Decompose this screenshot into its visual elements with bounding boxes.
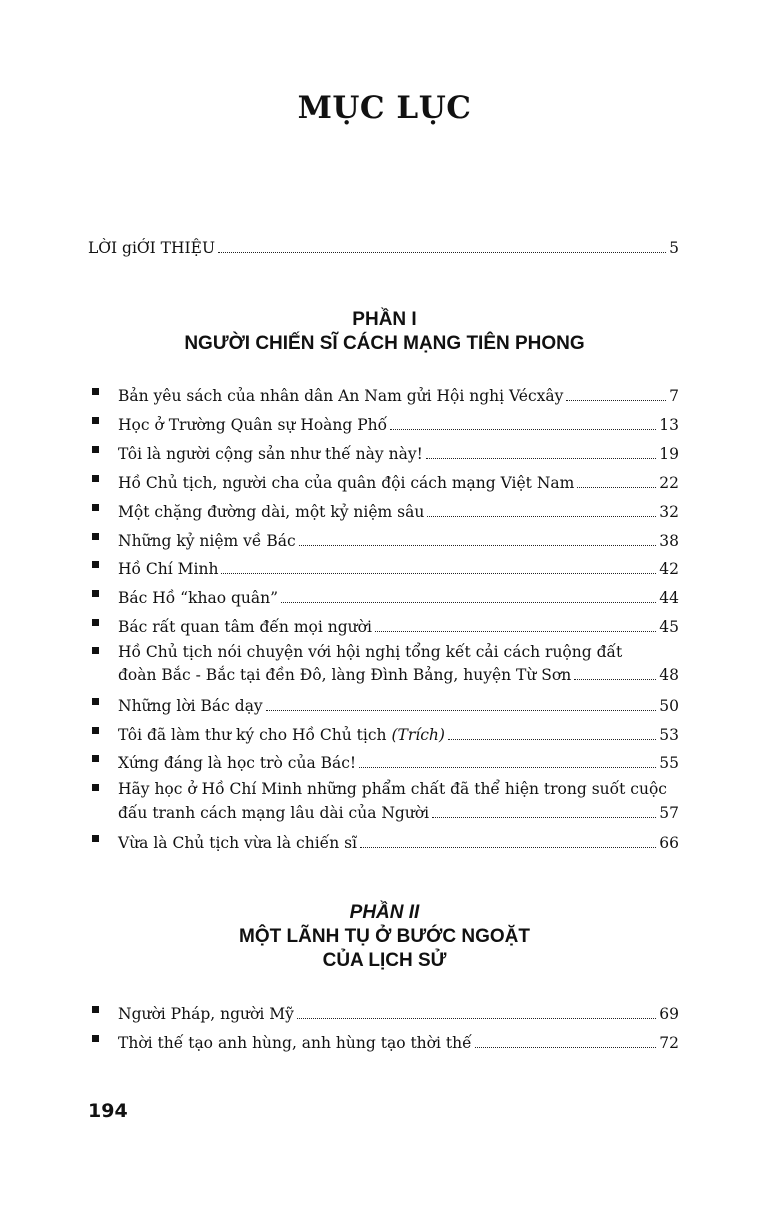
toc-entry[interactable]: Bác rất quan tâm đến mọi người 45	[118, 618, 679, 636]
dot-leader	[297, 1018, 656, 1019]
toc-entry[interactable]: đấu tranh cách mạng lâu dài của Người 57	[118, 804, 679, 822]
bullet-icon	[92, 388, 99, 395]
bullet-icon	[92, 475, 99, 482]
toc-entry[interactable]: đoàn Bắc - Bắc tại đền Đô, làng Đình Bảng, huyện Từ Sơn 48	[118, 666, 679, 684]
toc-entry[interactable]: Tôi là người cộng sản như thế này này! 19	[118, 445, 679, 463]
bullet-icon	[92, 590, 99, 597]
dot-leader	[390, 429, 656, 430]
bullet-icon	[92, 1006, 99, 1013]
dot-leader	[574, 679, 656, 680]
toc-entry[interactable]: Vừa là Chủ tịch vừa là chiến sĩ 66	[118, 834, 679, 852]
bullet-icon	[92, 1035, 99, 1042]
part-2-title-line1: MỘT LÃNH TỤ Ở BƯỚC NGOẶT	[239, 926, 530, 947]
dot-leader	[218, 252, 666, 253]
bullet-icon	[92, 698, 99, 705]
toc-entry[interactable]: Bác Hồ “khao quân” 44	[118, 589, 679, 607]
bullet-icon	[92, 784, 99, 791]
bullet-icon	[92, 446, 99, 453]
dot-leader	[360, 847, 656, 848]
dot-leader	[221, 573, 656, 574]
bullet-icon	[92, 755, 99, 762]
dot-leader	[281, 602, 656, 603]
dot-leader	[426, 458, 656, 459]
bullet-icon	[92, 504, 99, 511]
bullet-icon	[92, 727, 99, 734]
dot-leader	[566, 400, 666, 401]
toc-entry[interactable]: Những kỷ niệm về Bác 38	[118, 532, 679, 550]
toc-entry[interactable]: Những lời Bác dạy 50	[118, 697, 679, 715]
part-2-label: PHẦN II	[349, 902, 420, 923]
toc-entry[interactable]: Hồ Chí Minh 42	[118, 560, 679, 578]
toc-entry[interactable]: Một chặng đường dài, một kỷ niệm sâu 32	[118, 503, 679, 521]
toc-entry[interactable]: Hồ Chủ tịch, người cha của quân đội cách mạng Việt Nam 22	[118, 474, 679, 492]
part-1-label: PHẦN I	[352, 309, 417, 330]
toc-entry[interactable]: Tôi đã làm thư ký cho Hồ Chủ tịch (Trích) 53	[118, 726, 679, 744]
dot-leader	[432, 817, 656, 818]
dot-leader	[359, 767, 656, 768]
toc-entry[interactable]: Người Pháp, người Mỹ 69	[118, 1005, 679, 1023]
dot-leader	[577, 487, 656, 488]
dot-leader	[427, 516, 656, 517]
bullet-icon	[92, 619, 99, 626]
dot-leader	[375, 631, 656, 632]
toc-entry-line1[interactable]: Hồ Chủ tịch nói chuyện với hội nghị tổng kết cải cách ruộng đất	[118, 643, 623, 661]
page-number: 194	[88, 1100, 128, 1122]
toc-entry[interactable]: Xứng đáng là học trò của Bác! 55	[118, 754, 679, 772]
dot-leader	[266, 710, 657, 711]
bullet-icon	[92, 417, 99, 424]
toc-entry-page: 5	[669, 239, 679, 257]
dot-leader	[475, 1047, 657, 1048]
bullet-icon	[92, 533, 99, 540]
dot-leader	[299, 545, 657, 546]
toc-entry[interactable]: Học ở Trường Quân sự Hoàng Phố 13	[118, 416, 679, 434]
toc-entry[interactable]: Bản yêu sách của nhân dân An Nam gửi Hội nghị Vécxây 7	[118, 387, 679, 405]
dot-leader	[448, 739, 656, 740]
toc-entry-line1[interactable]: Hãy học ở Hồ Chí Minh những phẩm chất đã thể hiện trong suốt cuộc	[118, 780, 667, 798]
toc-entry[interactable]: Thời thế tạo anh hùng, anh hùng tạo thời thế 72	[118, 1034, 679, 1052]
part-2-title-line2: CỦA LỊCH SỬ	[322, 950, 447, 971]
bullet-icon	[92, 647, 99, 654]
page-title: MỤC LỤC	[297, 90, 472, 126]
bullet-icon	[92, 835, 99, 842]
toc-entry-title: LỜI giỚI THIỆU	[88, 239, 216, 257]
toc-entry-intro[interactable]	[88, 232, 679, 258]
bullet-icon	[92, 561, 99, 568]
part-1-title: NGƯỜI CHIẾN SĨ CÁCH MẠNG TIÊN PHONG	[184, 333, 585, 354]
